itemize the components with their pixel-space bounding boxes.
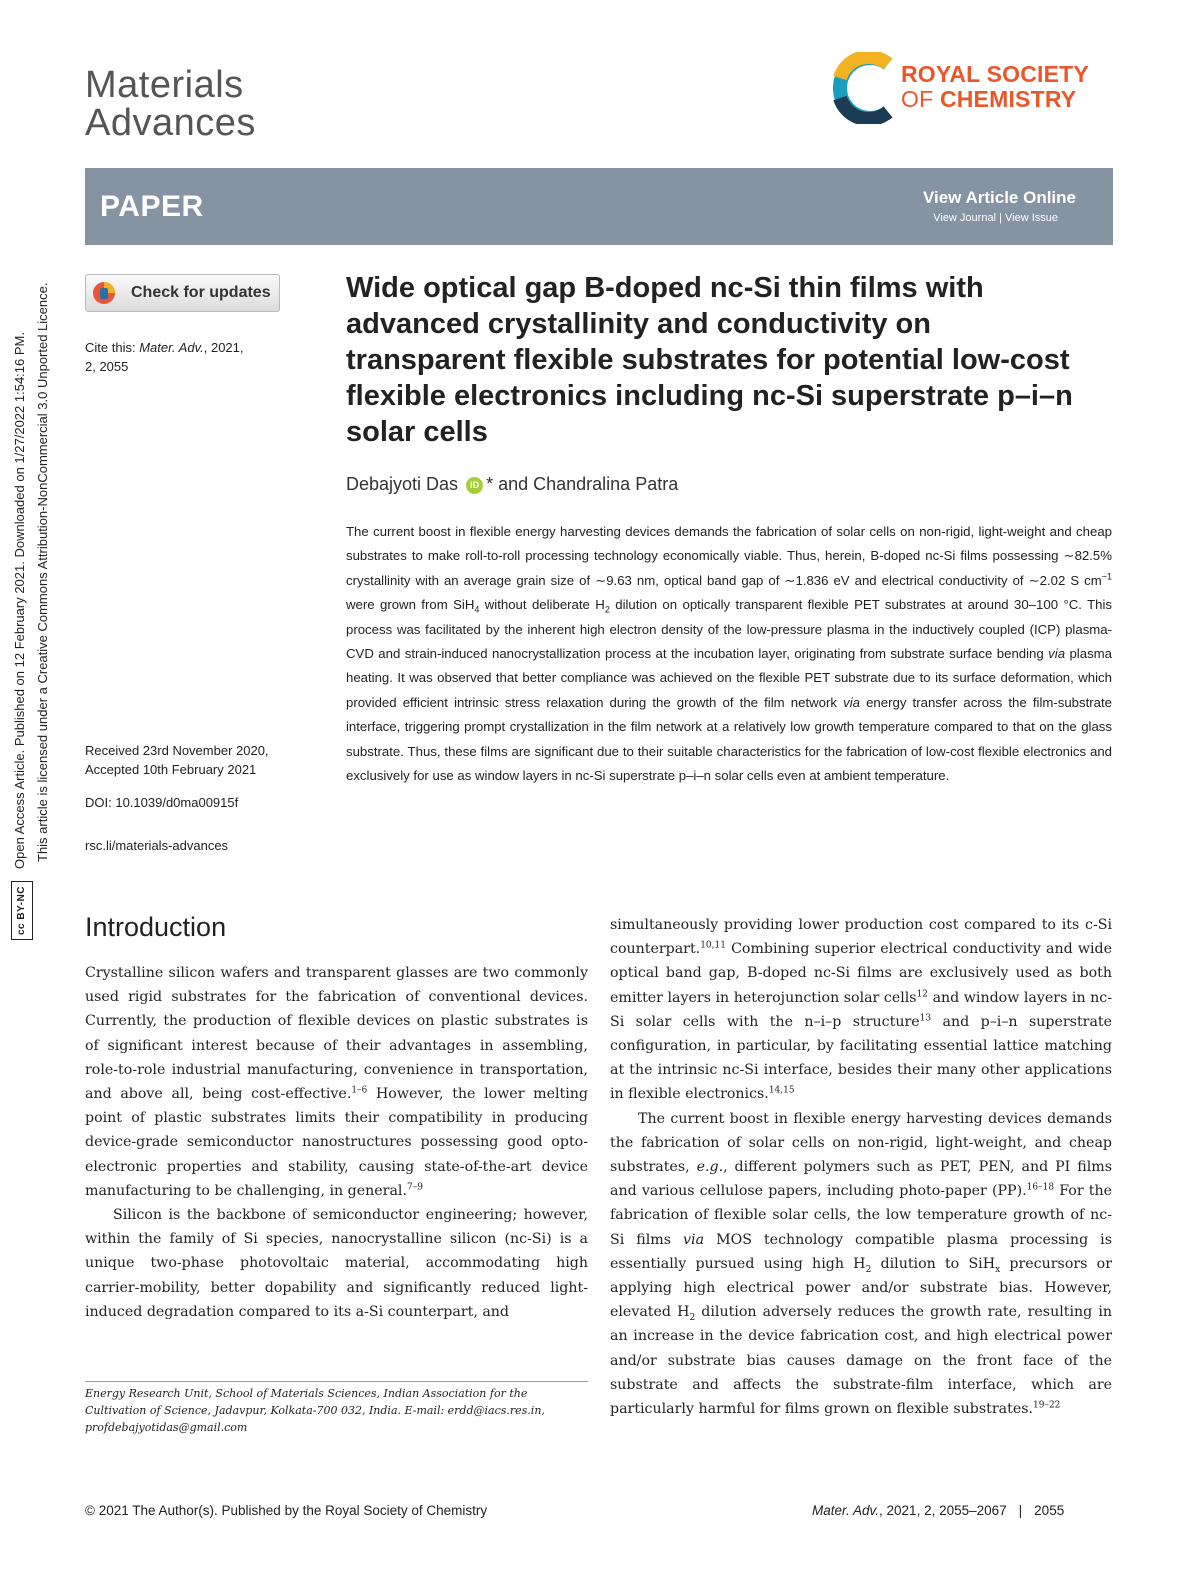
reference-link[interactable]: 10,11 (700, 940, 726, 951)
footer-copyright: © 2021 The Author(s). Published by the Royal Society of Chemistry (85, 1503, 488, 1518)
article-dates (85, 741, 269, 779)
link-separator: | (996, 212, 1005, 224)
orcid-icon[interactable]: iD (466, 477, 483, 494)
license-line1: cc BY-NCOpen Access Article. Published on 12 February 2021. Downloaded on 1/27/2022 1:54:16 PM. (10, 283, 33, 940)
reference-link[interactable]: 13 (919, 1013, 932, 1024)
reference-link[interactable]: 19–22 (1033, 1400, 1061, 1411)
article-title: Wide optical gap B-doped nc-Si thin films with advanced crystallinity and conductivity on transparent flexible substrates for potential low-cost flexible electronics including nc-Si superstrate p–i–n solar cells (346, 272, 1073, 448)
article-type-banner (85, 168, 1113, 245)
cite-this (85, 338, 244, 376)
license-sidebar (10, 283, 53, 940)
rsc-wordmark-line1: ROYAL SOCIETY (901, 61, 1089, 87)
doi[interactable]: DOI: 10.1039/d0ma00915f (85, 795, 239, 810)
section-heading-introduction: Introduction (85, 912, 227, 942)
journal-url[interactable]: rsc.li/materials-advances (85, 838, 229, 853)
accepted-date: Accepted 10th February 2021 (85, 762, 257, 777)
journal-title-line1: Materials (85, 64, 244, 106)
paragraph: The current boost in flexible energy harvesting devices demands the fabrication of solar cells on non-rigid, light-weight, and cheap substrates, e.g., different polymers such as PET, PEN, and PI films and various cellulose papers, including photo-paper (PP).$^{16-18}$ For the fabrication of flexible solar cells, the low temperature growth of nc-Si films via MOS technology compatible plasma processing is essentially pursued using high $H_2$ dilution to SiH$_x$ precursors or applying high electrical power and/or substrate bias. However, elevated $H_2$ dilution adversely reduces the growth rate, resulting in an increase in the device fabrication cost, and high electrical power and/or substrate bias causes damage on the front face of the substrate and affects the substrate-film interface, which are particularly harmful for films grown on flexible substrates.$^{19-22}$ (610, 1110, 1112, 1418)
reference-link[interactable]: 12 (916, 988, 929, 999)
rsc-wordmark (901, 62, 1089, 112)
view-article-online-link[interactable]: View Article Online (922, 188, 1076, 207)
body-column-right (610, 913, 1112, 1421)
corresponding-mark: * (486, 474, 494, 494)
reference-link[interactable]: 7–9 (406, 1182, 423, 1193)
cite-line2: 2, 2055 (85, 359, 129, 374)
footer-separator: | (1018, 1503, 1023, 1518)
paragraph: simultaneously providing lower production cost compared to its c-Si counterpart.$^{10,11}$ Combining superior electrical conductivity and wide optical band gap, B-doped nc-Si films are exclusively used as both emitter layers in heterojunction solar cells$^{12}$ and window layers in nc-Si solar cells with the n–i–p structure$^{13}$ and p–i–n superstrate configuration, in particular, by facilitating essential lattice matching at the intrinsic nc-Si interface, besides their many other applications in flexible electronics.$^{14,15}$ (610, 917, 1112, 1103)
rsc-wordmark-line2: OF CHEMISTRY (901, 86, 1077, 112)
cc-license-badge[interactable]: cc BY-NC (11, 881, 33, 940)
check-for-updates-button[interactable] (85, 274, 280, 312)
received-date: Received 23rd November 2020, (85, 743, 269, 758)
view-links (933, 212, 1058, 224)
reference-link[interactable]: 16–18 (1026, 1182, 1055, 1193)
view-issue-link[interactable]: View Issue (1005, 212, 1058, 224)
abstract: The current boost in flexible energy harvesting devices demands the fabrication of solar cells on non-rigid, light-weight and cheap substrates to make roll-to-roll processing technology economically viable. Thus, herein, B-doped nc-Si films possessing ∼82.5% crystallinity with an average grain size of ∼9.63 nm, optical band gap of ∼1.836 eV and electrical conductivity of ∼2.02 S $cm^{-1}$ were grown from SiH$_4$ without deliberate $H_2$ dilution on optically transparent flexible PET substrates at around 30–100 °C. This process was facilitated by the inherent high electron density of the low-pressure plasma in the inductively coupled (ICP) plasma-CVD and strain-induced nanocrystallization process at the incubation layer, originating from substrate surface bending via plasma heating. It was observed that better compliance was achieved on the flexible PET substrate due to its surface deformation, which provided efficient intrinsic stress relaxation during the growth of the film network via energy transfer across the film-substrate interface, triggering prompt crystallization in the film network at a relatively low growth temperature compared to that on the glass substrate. Thus, these films are significant due to their suitable characteristics for the fabrication of low-cost flexible electronics and exclusively for use as window layers in nc-Si superstrate p–i–n solar cells even at ambient temperature. (346, 524, 1112, 784)
author-2: and Chandralina Patra (493, 474, 679, 494)
author-1: Debajyoti Das (346, 474, 459, 494)
paragraph: Crystalline silicon wafers and transparent glasses are two commonly used rigid substrates for the fabrication of conventional devices. Currently, the production of flexible devices on plastic substrates is of significant interest because of their advantages in assembling, role-to-role industrial manufacturing, convenience in transportation, and above all, being cost-effective.$^{1-6}$ However, the lower melting point of plastic substrates limits their compatibility in producing device-grade semiconductor nanostructures possessing good opto-electronic properties and stability, causing state-of-the-art device manufacturing to be challenging, in general.$^{7-9}$ (85, 965, 588, 1199)
authors (346, 474, 678, 495)
check-updates-icon (92, 281, 116, 305)
reference-link[interactable]: 14,15 (768, 1085, 795, 1096)
view-journal-link[interactable]: View Journal (933, 212, 997, 224)
reference-link[interactable]: 1–6 (351, 1085, 368, 1096)
cite-line1: Cite this: Mater. Adv., 2021, (85, 340, 244, 355)
paragraph: Silicon is the backbone of semiconductor engineering; however, within the family of Si species, nanocrystalline silicon (nc-Si) is a unique two-phase photovoltaic material, accommodating high carrier-mobility, better dopability and significantly reduced light-induced degradation compared to its a-Si counterpart, and (85, 1207, 588, 1320)
check-for-updates-label: Check for updates (131, 284, 271, 301)
footnote-divider (85, 1381, 588, 1382)
footer-citation: Mater. Adv., 2021, 2, 2055–2067 | 2055 (812, 1503, 1065, 1518)
article-type-label: PAPER (100, 190, 204, 223)
journal-title (85, 66, 256, 142)
page-number: 2055 (1034, 1503, 1065, 1518)
affiliation-footnote: Energy Research Unit, School of Materials Sciences, Indian Association for the Cultivation of Science, Jadavpur, Kolkata-700 032, India. E-mail: erdd@iacs.res.in, profdebajyotidas@gmail.com (85, 1387, 545, 1434)
body-column-left (85, 961, 588, 1324)
journal-title-line2: Advances (85, 102, 256, 144)
license-line2[interactable]: This article is licensed under a Creative Commons Attribution-NonCommercial 3.0 Unported Licence. (35, 282, 50, 862)
